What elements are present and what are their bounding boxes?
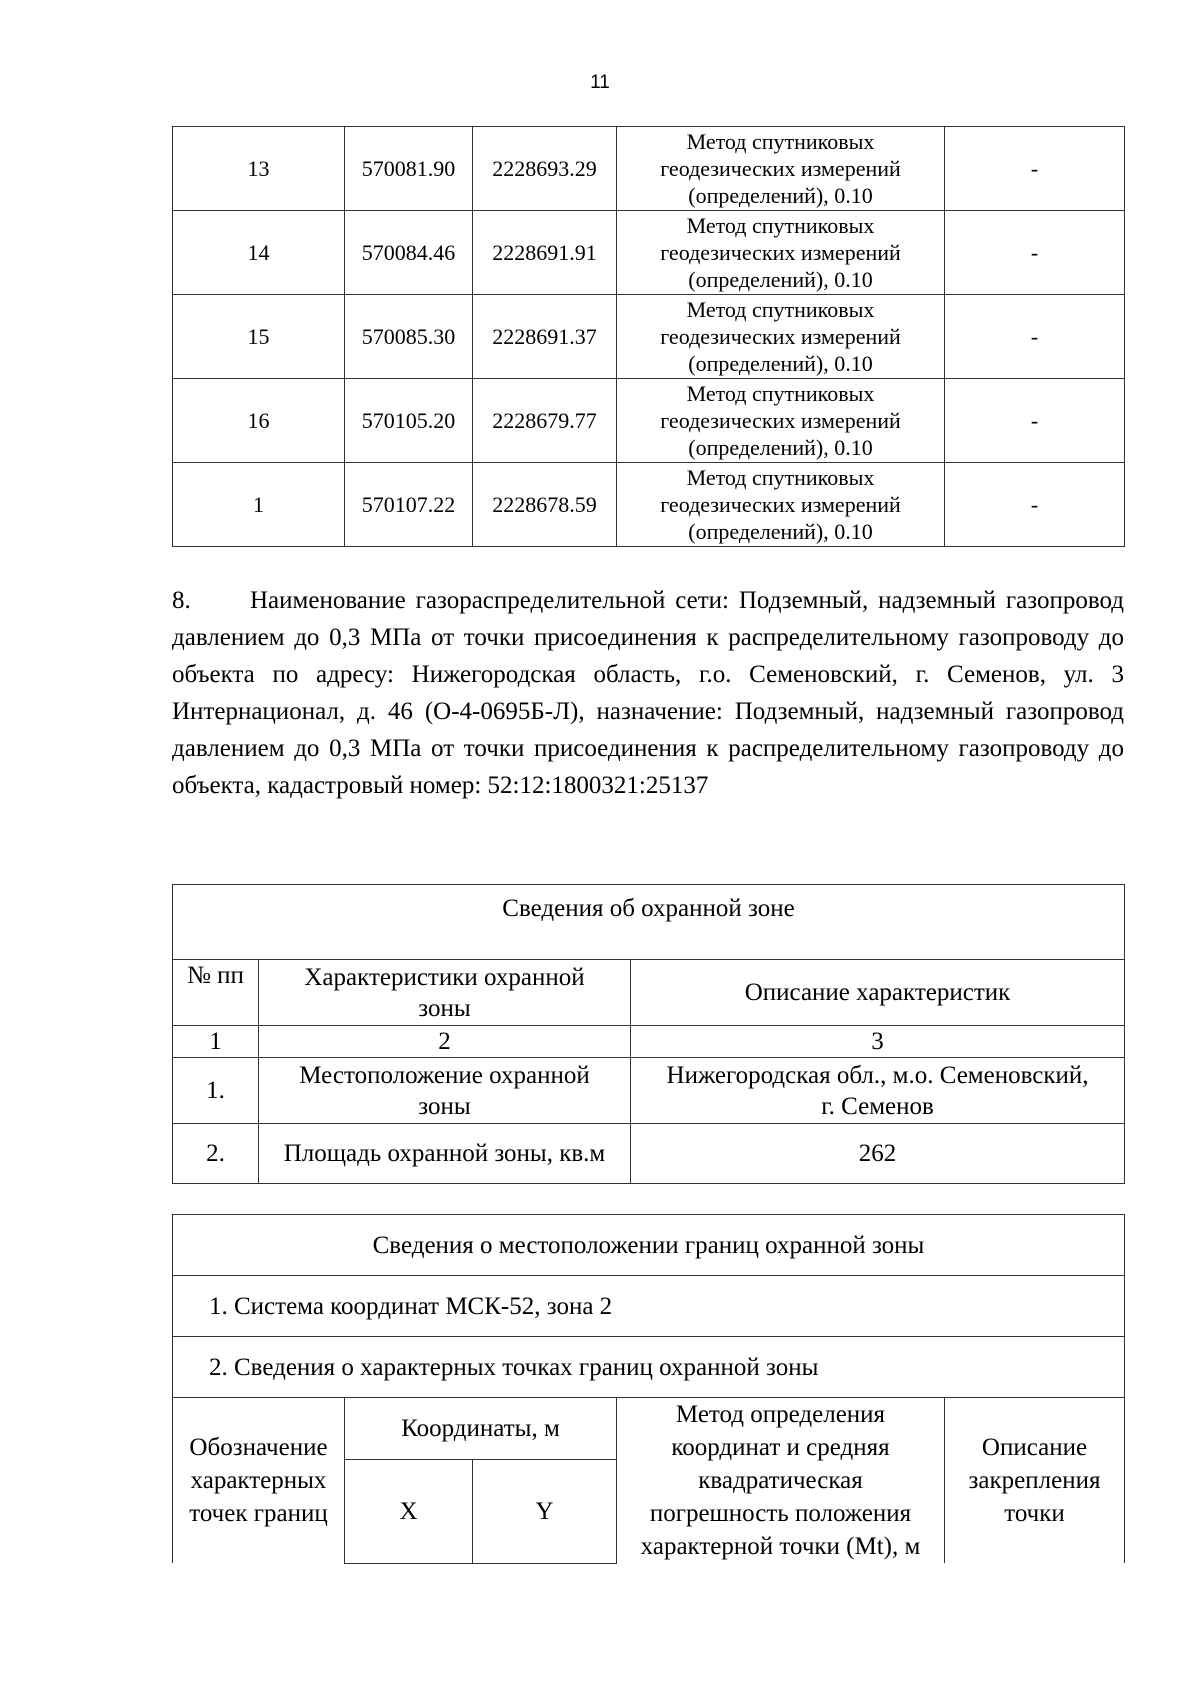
row-value-line2: г. Семенов <box>821 1092 934 1120</box>
header-designation <box>173 1398 345 1564</box>
coord-x: 570081.90 <box>345 127 473 211</box>
header-fixing-line1: Описание <box>981 1434 1088 1461</box>
method-line: Метод спутниковых <box>686 129 875 154</box>
index-cell: 2 <box>259 1026 631 1058</box>
method-line: геодезических измерений <box>660 492 901 517</box>
index-cell: 3 <box>631 1026 1125 1058</box>
method-line: (определений), 0.10 <box>688 351 873 376</box>
coordinate-row <box>173 295 1125 379</box>
coordinate-row <box>173 127 1125 211</box>
header-x: X <box>345 1460 473 1563</box>
method-line: геодезических измерений <box>660 408 901 433</box>
boundary-table <box>172 1214 1125 1564</box>
method-line: (определений), 0.10 <box>688 435 873 460</box>
row-value <box>631 1058 1125 1124</box>
header-description: Описание характеристик <box>631 960 1125 1026</box>
header-designation-line3: точек границ <box>189 1500 328 1527</box>
header-method <box>617 1398 945 1564</box>
row-num: 2. <box>173 1124 259 1184</box>
method-cell <box>617 211 945 295</box>
row-name <box>259 1058 631 1124</box>
table-row <box>173 1124 1125 1184</box>
header-method-line4: погрешность положения <box>649 1500 912 1527</box>
header-fixing-line3: точки <box>1004 1500 1065 1527</box>
header-designation-line2: характерных <box>190 1467 327 1494</box>
coord-x: 570105.20 <box>345 379 473 463</box>
point-number: 14 <box>173 211 345 295</box>
network-description <box>172 582 1124 804</box>
fixing-description: - <box>945 211 1125 295</box>
point-number: 1 <box>173 463 345 547</box>
method-line: геодезических измерений <box>660 240 901 265</box>
coord-y: 2228691.37 <box>473 295 617 379</box>
header-fixing <box>945 1398 1125 1564</box>
fixing-description: - <box>945 127 1125 211</box>
point-number: 13 <box>173 127 345 211</box>
coord-x: 570107.22 <box>345 463 473 547</box>
coordinate-system: 1. Система координат МСК-52, зона 2 <box>173 1276 1125 1337</box>
table-row <box>173 1058 1125 1124</box>
method-line: геодезических измерений <box>660 156 901 181</box>
coord-y: 2228693.29 <box>473 127 617 211</box>
row-name-line2: зоны <box>418 1092 471 1120</box>
method-cell <box>617 379 945 463</box>
index-cell: 1 <box>173 1026 259 1058</box>
method-line: (определений), 0.10 <box>688 519 873 544</box>
row-name: Площадь охранной зоны, кв.м <box>259 1124 631 1184</box>
method-cell <box>617 127 945 211</box>
method-line: Метод спутниковых <box>686 213 875 238</box>
header-designation-line1: Обозначение <box>189 1434 328 1461</box>
method-cell <box>617 295 945 379</box>
section-number: 8. <box>172 587 191 614</box>
coordinate-row <box>173 379 1125 463</box>
header-coords: Координаты, м <box>345 1398 617 1460</box>
points-caption: 2. Сведения о характерных точках границ охранной зоны <box>173 1337 1125 1398</box>
section-text: Наименование газораспределительной сети: Подземный, надземный газопровод давлением до 0,3 МПа от точки присоединения к распределительному газопроводу до объекта по адресу: Нижегородская область, г.о. Семеновский, г. Семенов, ул. 3 Интернационал, д. 46 (О-4-0695Б-Л), назначение: Подземный, надземный газопровод давлением до 0,3 МПа от точки присоединения к распределительному газопроводу до объекта, кадастровый номер: 52:12:1800321:25137 <box>172 587 1124 799</box>
method-line: (определений), 0.10 <box>688 183 873 208</box>
point-number: 16 <box>173 379 345 463</box>
header-characteristic-line1: Характеристики охранной <box>304 963 585 991</box>
header-num: № пп <box>173 960 259 1026</box>
method-line: Метод спутниковых <box>686 297 875 322</box>
method-line: геодезических измерений <box>660 324 901 349</box>
method-cell <box>617 463 945 547</box>
coord-x: 570084.46 <box>345 211 473 295</box>
header-method-line5: характерной точки (Mt), м <box>640 1533 921 1560</box>
method-line: Метод спутниковых <box>686 465 875 490</box>
protection-zone-caption: Сведения об охранной зоне <box>173 885 1125 960</box>
coordinates-table <box>172 126 1125 547</box>
fixing-description: - <box>945 379 1125 463</box>
point-number: 15 <box>173 295 345 379</box>
header-method-line3: квадратическая <box>698 1467 863 1494</box>
header-characteristic <box>259 960 631 1026</box>
row-name-line1: Местоположение охранной <box>299 1061 590 1089</box>
row-value: 262 <box>631 1124 1125 1184</box>
header-method-line2: координат и средняя <box>671 1434 890 1461</box>
boundary-caption: Сведения о местоположении границ охранной зоны <box>173 1215 1125 1276</box>
method-line: Метод спутниковых <box>686 381 875 406</box>
header-method-line1: Метод определения <box>675 1401 886 1428</box>
row-num: 1. <box>173 1058 259 1124</box>
coord-y: 2228679.77 <box>473 379 617 463</box>
page-number: 11 <box>590 72 610 93</box>
fixing-description: - <box>945 295 1125 379</box>
header-y: Y <box>473 1460 617 1563</box>
header-fixing-line2: закрепления <box>968 1467 1101 1494</box>
fixing-description: - <box>945 463 1125 547</box>
method-line: (определений), 0.10 <box>688 267 873 292</box>
coordinate-row <box>173 463 1125 547</box>
row-value-line1: Нижегородская обл., м.о. Семеновский, <box>666 1061 1089 1089</box>
coord-y: 2228678.59 <box>473 463 617 547</box>
coord-x: 570085.30 <box>345 295 473 379</box>
protection-zone-table <box>172 884 1125 1184</box>
coordinate-row <box>173 211 1125 295</box>
header-characteristic-line2: зоны <box>418 994 471 1022</box>
coord-y: 2228691.91 <box>473 211 617 295</box>
